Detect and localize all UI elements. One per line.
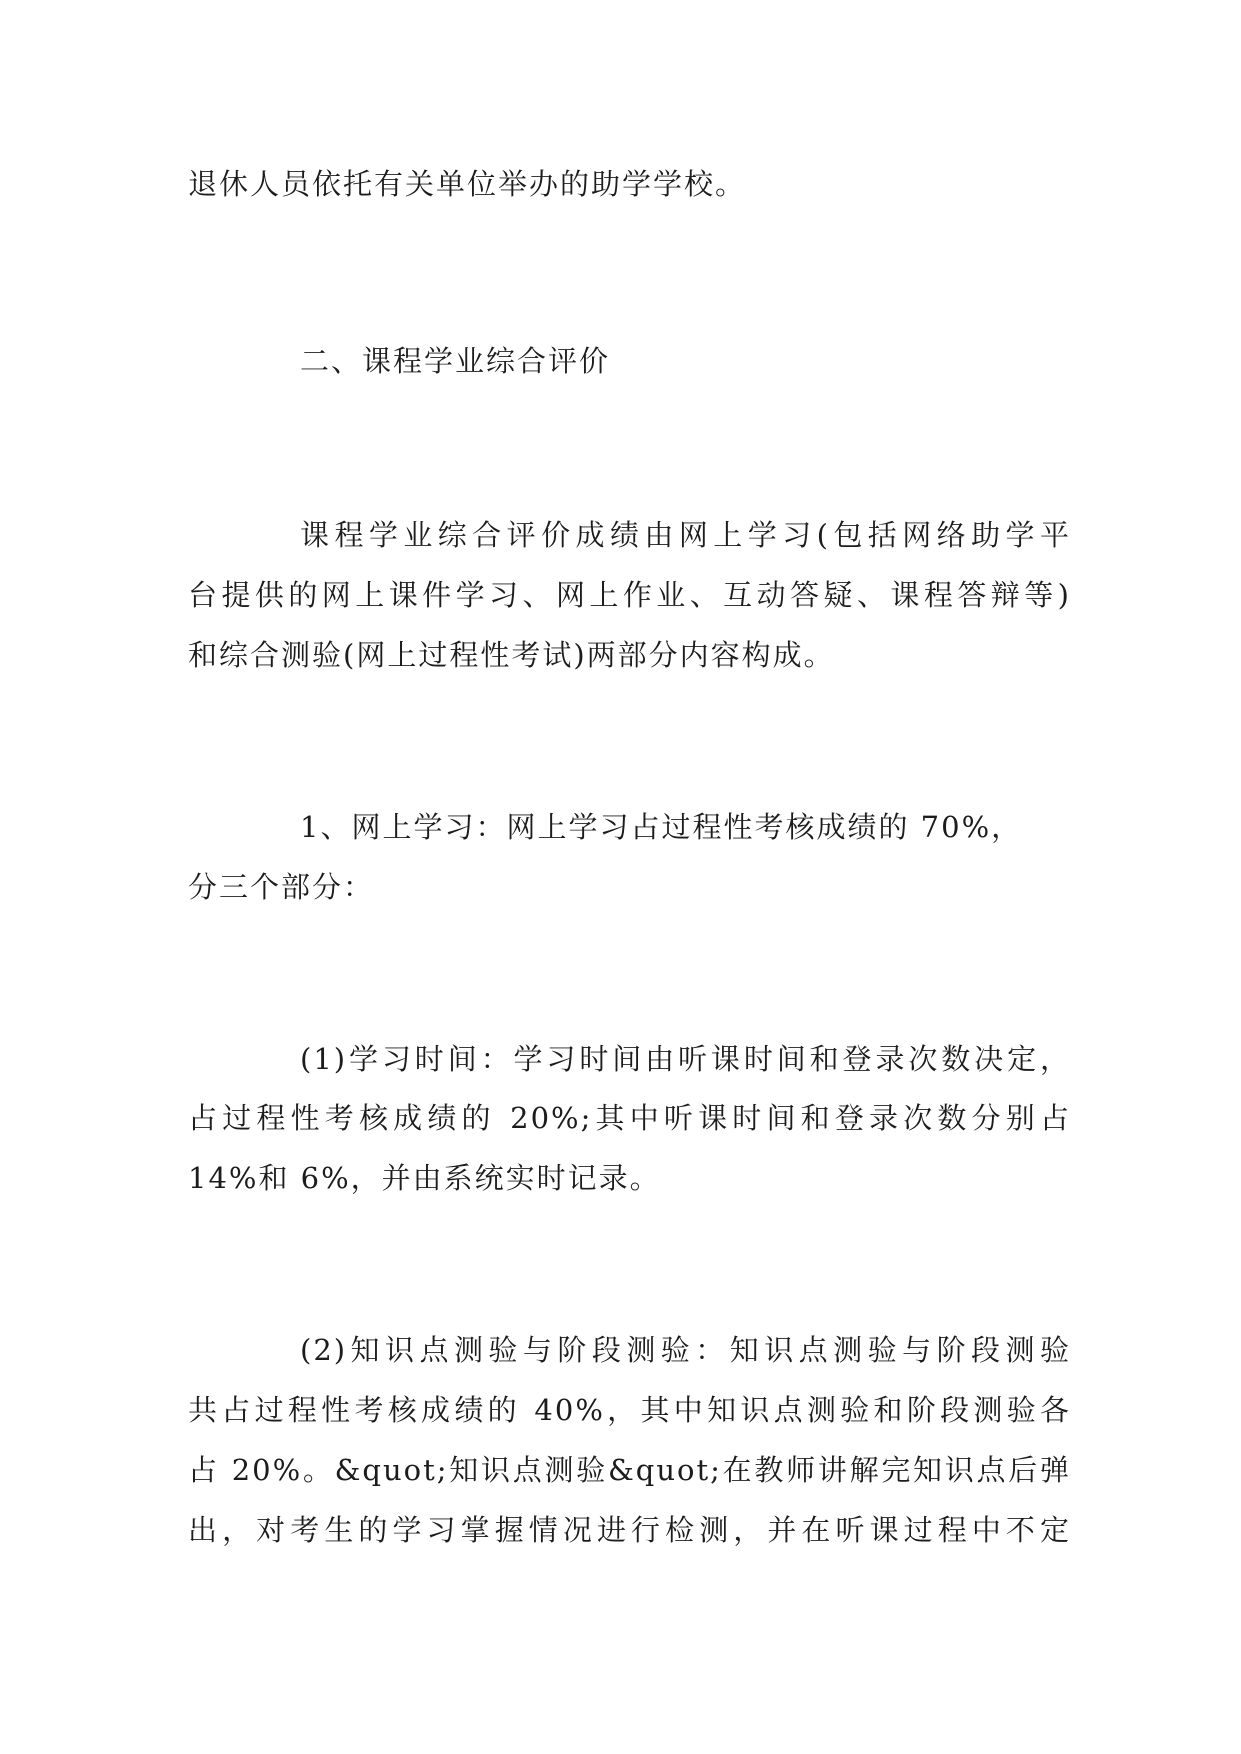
paragraph-line: 占过程性考核成绩的 20%;其中听课时间和登录次数分别占 [188,1101,1071,1135]
paragraph-line: 退休人员依托有关单位举办的助学学校。 [188,167,747,201]
paragraph-line: (2)知识点测验与阶段测验：知识点测验与阶段测验 [300,1333,1071,1367]
paragraph-line: 共占过程性考核成绩的 40%，其中知识点测验和阶段测验各 [188,1393,1071,1427]
paragraph-line: 课程学业综合评价成绩由网上学习(包括网络助学平 [300,518,1071,552]
paragraph-line: 和综合测验(网上过程性考试)两部分内容构成。 [188,638,835,672]
paragraph-line: 14%和 6%，并由系统实时记录。 [188,1161,661,1195]
paragraph-line: (1)学习时间：学习时间由听课时间和登录次数决定， [300,1042,1071,1076]
paragraph-line: 占 20%。&quot;知识点测验&quot;在教师讲解完知识点后弹 [188,1453,1071,1487]
paragraph-line: 台提供的网上课件学习、网上作业、互动答疑、课程答辩等) [188,578,1071,612]
paragraph-line: 1、网上学习：网上学习占过程性考核成绩的 70%， [300,810,1023,844]
section-heading: 二、课程学业综合评价 [300,344,611,378]
paragraph-line: 分三个部分： [188,870,375,904]
paragraph-line: 出，对考生的学习掌握情况进行检测，并在听课过程中不定 [188,1513,1071,1547]
